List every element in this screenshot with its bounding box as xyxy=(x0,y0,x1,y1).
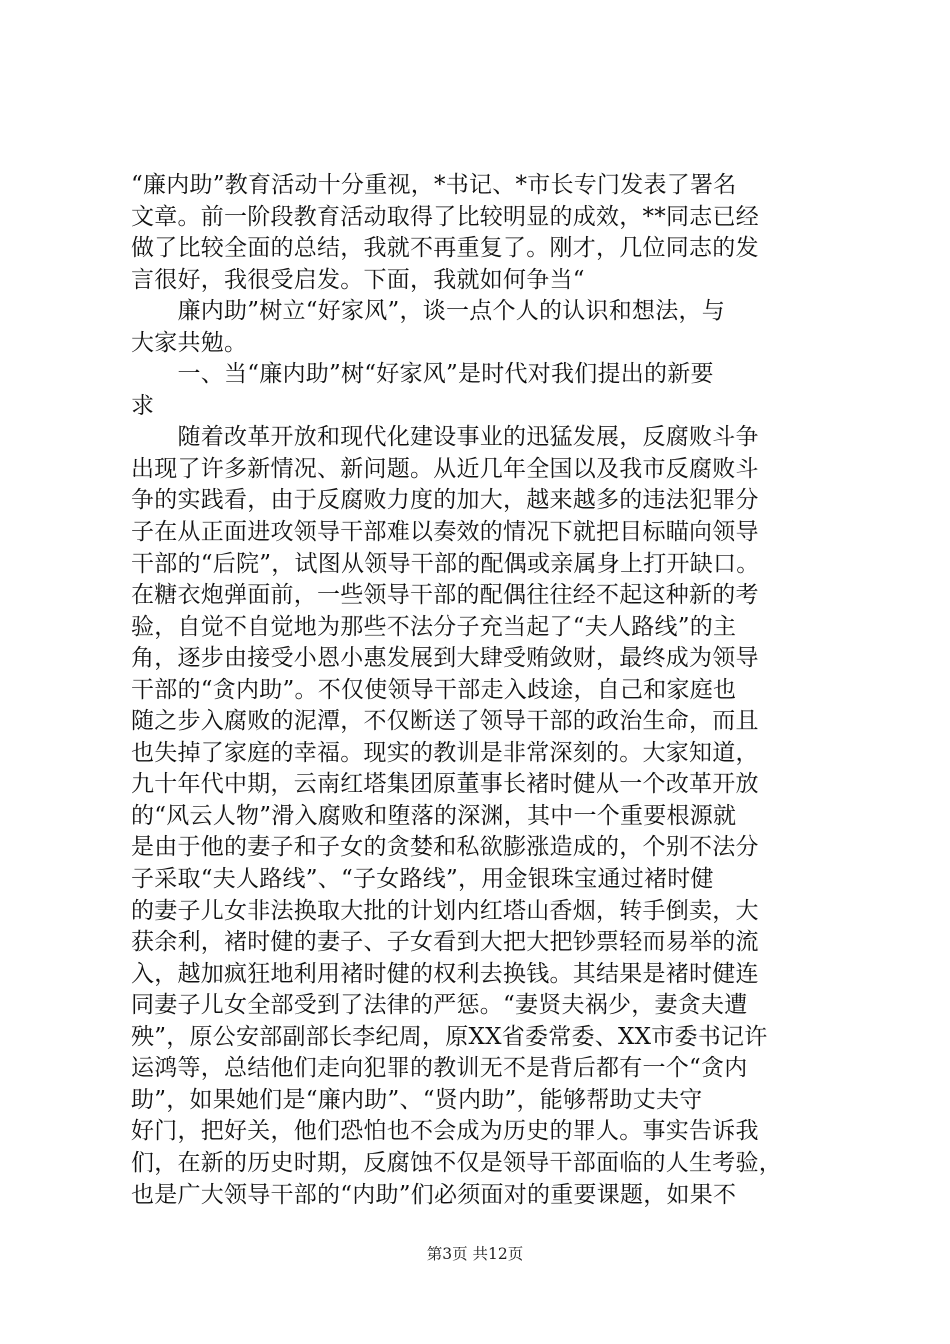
text-line: 殃”，原公安部副部长李纪周，原XX省委常委、XX市委书记许 xyxy=(131,1023,768,1050)
text-line: 好门，把好关，他们恐怕也不会成为历史的罪人。事实告诉我 xyxy=(131,1118,759,1145)
text-line: 廉内助”树立“好家风”，谈一点个人的认识和想法，与 xyxy=(131,298,726,325)
text-line: 验，自觉不自觉地为那些不法分子充当起了“夫人路线”的主 xyxy=(131,613,737,640)
text-line: 角，逐步由接受小恩小惠发展到大肆受贿敛财，最终成为领导 xyxy=(131,645,759,672)
text-line: “廉内助”教育活动十分重视，*书记、*市长专门发表了署名 xyxy=(131,172,737,198)
text-line: 干部的“贪内助”。不仅使领导干部走入歧途，自己和家庭也 xyxy=(131,676,737,703)
page-number-footer: 第3页 共12页 xyxy=(426,1245,524,1263)
text-line: 做了比较全面的总结，我就不再重复了。刚才，几位同志的发 xyxy=(131,235,759,262)
document-body xyxy=(131,170,821,1211)
text-line: 获余利，褚时健的妻子、子女看到大把大把钞票轻而易举的流 xyxy=(131,929,759,956)
text-line: 言很好，我很受启发。下面，我就如何争当“ xyxy=(131,266,585,293)
text-line: 子采取“夫人路线”、“子女路线”，用金银珠宝通过褚时健 xyxy=(131,866,714,893)
text-line: 九十年代中期，云南红塔集团原董事长褚时健从一个改革开放 xyxy=(131,771,759,798)
text-line: 也是广大领导干部的“内助”们必须面对的重要课题，如果不 xyxy=(131,1181,737,1208)
text-line: 子在从正面进攻领导干部难以奏效的情况下就把目标瞄向领导 xyxy=(131,519,759,546)
text-line: 随之步入腐败的泥潭，不仅断送了领导干部的政治生命，而且 xyxy=(131,708,759,735)
text-line: 干部的“后院”，试图从领导干部的配偶或亲属身上打开缺口。 xyxy=(131,550,760,577)
text-line: 出现了许多新情况、新问题。从近几年全国以及我市反腐败斗 xyxy=(131,455,759,482)
text-line: 的“风云人物”滑入腐败和堕落的深渊，其中一个重要根源就 xyxy=(131,802,737,829)
text-line: 同妻子儿女全部受到了法律的严惩。“妻贤夫祸少，妻贪夫遭 xyxy=(131,992,748,1019)
text-line: 们，在新的历史时期，反腐蚀不仅是领导干部面临的人生考验， xyxy=(131,1149,782,1176)
text-line: 助”，如果她们是“廉内助”、“贤内助”，能够帮助丈夫守 xyxy=(131,1086,703,1113)
section-heading: 一、当“廉内助”树“好家风”是时代对我们提出的新要 xyxy=(131,361,714,388)
text-line: 是由于他的妻子和子女的贪婪和私欲膨涨造成的，个别不法分 xyxy=(131,834,759,861)
text-line: 随着改革开放和现代化建设事业的迅猛发展，反腐败斗争 xyxy=(131,424,759,451)
text-line: 文章。前一阶段教育活动取得了比较明显的成效，**同志已经 xyxy=(131,203,759,230)
text-line: 的妻子儿女非法换取大批的计划内红塔山香烟，转手倒卖，大 xyxy=(131,897,759,924)
text-line: 运鸿等，总结他们走向犯罪的教训无不是背后都有一个“贪内 xyxy=(131,1055,748,1082)
text-line: 在糖衣炮弹面前，一些领导干部的配偶往往经不起这种新的考 xyxy=(131,582,759,609)
text-line: 大家共勉。 xyxy=(131,329,248,356)
text-line: 争的实践看，由于反腐败力度的加大，越来越多的违法犯罪分 xyxy=(131,487,759,514)
text-line: 也失掉了家庭的幸福。现实的教训是非常深刻的。大家知道， xyxy=(131,739,759,766)
section-heading: 求 xyxy=(131,392,155,419)
text-line: 入，越加疯狂地利用褚时健的权利去换钱。其结果是褚时健连 xyxy=(131,960,759,987)
